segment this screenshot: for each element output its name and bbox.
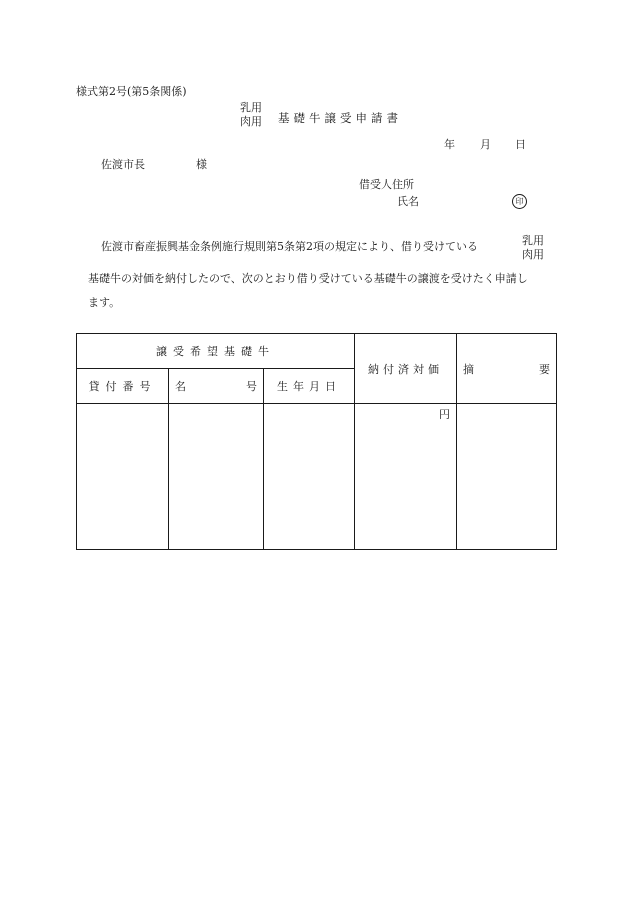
col-payment-header: 納付済対価 xyxy=(355,334,457,404)
title-option-beef: 肉用 xyxy=(240,114,262,128)
cell-remarks[interactable] xyxy=(457,404,557,550)
cell-birth-date[interactable] xyxy=(264,404,355,550)
cell-loan-number[interactable] xyxy=(77,404,169,550)
body-option-dairy: 乳用 xyxy=(522,234,544,247)
application-table xyxy=(76,333,557,550)
addressee-name: 佐渡市長 xyxy=(101,158,145,171)
addressee-honorific: 様 xyxy=(196,158,207,171)
body-line-3: ます。 xyxy=(88,296,121,309)
date-year-label: 年 xyxy=(444,138,455,151)
title-option-stack xyxy=(240,101,262,129)
body-line-1: 佐渡市畜産振興基金条例施行規則第5条第2項の規定により、借り受けている xyxy=(101,240,478,253)
document-title: 基礎牛譲受申請書 xyxy=(278,111,402,125)
body-line-2: 基礎牛の対価を納付したので、次のとおり借り受けている基礎牛の譲渡を受けたく申請し xyxy=(88,272,528,285)
form-label: 様式第2号(第5条関係) xyxy=(76,85,187,98)
remarks-left: 摘 xyxy=(463,362,474,376)
cell-name[interactable] xyxy=(169,404,264,550)
group-header: 譲受希望基礎牛 xyxy=(77,334,355,369)
body-option-stack xyxy=(522,234,544,262)
seal-mark: 印 xyxy=(512,194,527,209)
remarks-right: 要 xyxy=(539,362,550,376)
name-right: 号 xyxy=(246,380,257,393)
col-loan-number-header: 貸付番号 xyxy=(77,369,169,404)
applicant-name-label: 氏名 xyxy=(397,195,419,208)
currency-unit: 円 xyxy=(439,408,450,421)
col-remarks-header xyxy=(457,334,557,404)
applicant-address-label: 借受人住所 xyxy=(359,178,414,191)
name-left: 名 xyxy=(175,380,186,393)
cell-payment[interactable] xyxy=(355,404,457,550)
date-day-label: 日 xyxy=(515,138,526,151)
body-option-beef: 肉用 xyxy=(522,247,544,261)
col-birth-header: 生年月日 xyxy=(264,369,355,404)
title-option-dairy: 乳用 xyxy=(240,101,262,114)
col-name-header xyxy=(169,369,264,404)
date-month-label: 月 xyxy=(480,138,491,151)
